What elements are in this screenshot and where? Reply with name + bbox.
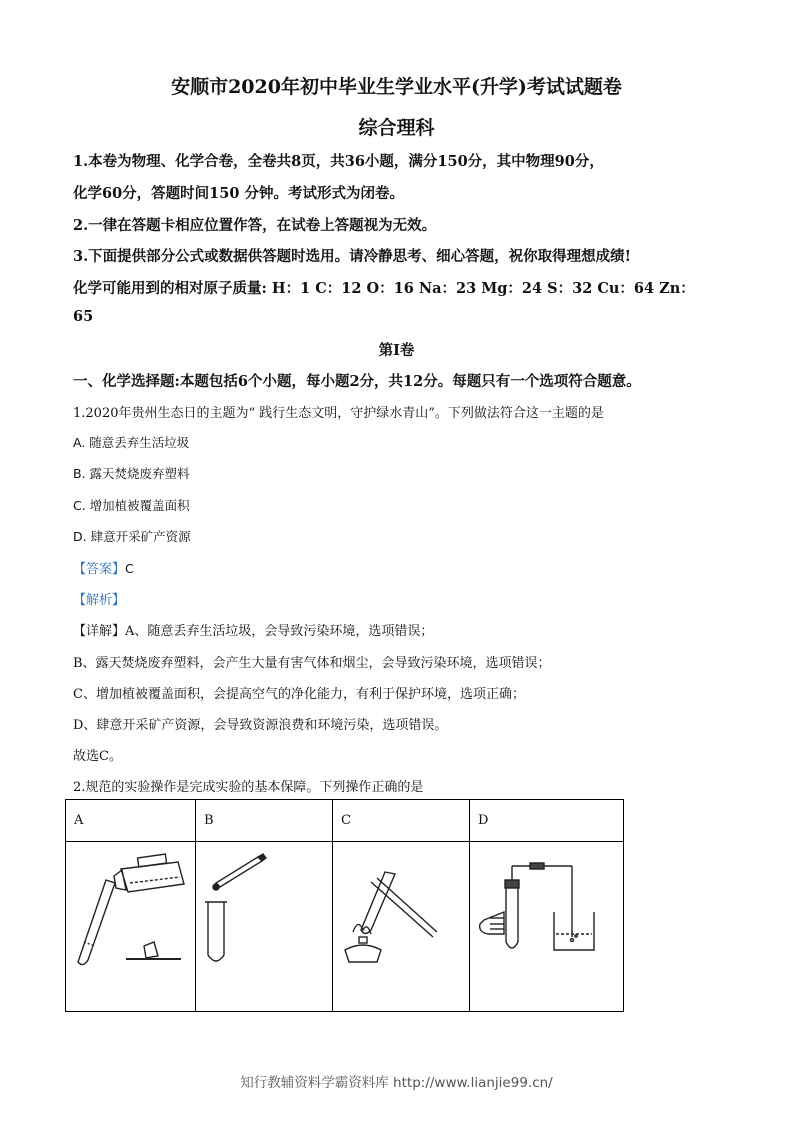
operations-table: [65, 799, 624, 1012]
section-heading: 一、化学选择题:本题包括6个小题，每小题2分，共12分。每题只有一个选项符合题意。: [73, 373, 641, 390]
detail-a: A、随意丢弃生活垃圾，会导致污染环境，选项错误；: [125, 624, 434, 639]
footer-link[interactable]: 知行教辅资料学霸资料库 http://www.lianjie99.cn/: [240, 1075, 553, 1091]
detail-c: C、增加植被覆盖面积，会提高空气的净化能力，有利于保护环境，选项正确；: [73, 687, 525, 702]
column-a-label: A: [66, 800, 196, 842]
question-1-option-b: B. 露天焚烧废弃塑料: [73, 466, 190, 481]
figure-b-cell: [196, 842, 333, 1012]
detail-b: B、露天焚烧废弃塑料，会产生大量有害气体和烟尘，会导致污染环境，选项错误；: [73, 656, 551, 671]
answer-row: [73, 558, 134, 577]
airtightness-check-figure: [470, 842, 622, 1007]
question-2-stem: 2.规范的实验操作是完成实验的基本保障。下列操作正确的是: [73, 780, 424, 795]
page-subtitle: 综合理科: [358, 117, 435, 139]
heating-figure: [333, 842, 468, 1007]
detail-d: D、肆意开采矿产资源，会导致资源浪费和环境污染，选项错误。: [73, 718, 448, 733]
instruction-line-3: 2.一律在答题卡相应位置作答，在试卷上答题视为无效。: [73, 217, 437, 234]
question-1-option-a: A. 随意丢弃生活垃圾: [73, 435, 190, 450]
instruction-line-2: 化学60分，答题时间150 分钟。考试形式为闭卷。: [73, 185, 404, 202]
volume-heading: 第I卷: [378, 342, 415, 359]
atomic-mass-line: 化学可能用到的相对原子质量: H：1 C：12 O：16 Na：23 Mg：24 S：32 Cu：64 Zn：: [73, 280, 695, 297]
figure-a-cell: [66, 842, 196, 1012]
question-1-option-d: D. 肆意开采矿产资源: [73, 529, 191, 544]
column-b-label: B: [196, 800, 333, 842]
question-1-stem: 1.2020年贵州生态日的主题为“ 践行生态文明，守护绿水青山”。下列做法符合这一主题的是: [73, 406, 604, 421]
answer-tag: 【答案】: [73, 562, 126, 577]
instruction-line-1: 1.本卷为物理、化学合卷，全卷共8页，共36小题，满分150分，其中物理90分，: [73, 153, 604, 170]
figure-d-cell: [470, 842, 624, 1012]
page-title: 安顺市2020年初中毕业生学业水平(升学)考试试题卷: [171, 76, 622, 98]
answer-value: C: [125, 561, 134, 576]
conclusion: 故选C。: [73, 749, 122, 764]
instruction-line-4: 3.下面提供部分公式或数据供答题时选用。请冷静思考、细心答题，祝你取得理想成绩!: [73, 248, 631, 265]
column-d-label: D: [470, 800, 624, 842]
column-c-label: C: [333, 800, 470, 842]
figure-c-cell: [333, 842, 470, 1012]
detail-tag: 【详解】: [73, 624, 126, 639]
analysis-tag: 【解析】: [73, 593, 126, 608]
question-1-option-c: C. 增加植被覆盖面积: [73, 498, 190, 513]
dropper-figure: [196, 842, 331, 1007]
atomic-mass-line-cont: 65: [73, 308, 94, 325]
pouring-liquid-figure: [66, 842, 194, 1007]
detail-a-row: [73, 620, 433, 639]
